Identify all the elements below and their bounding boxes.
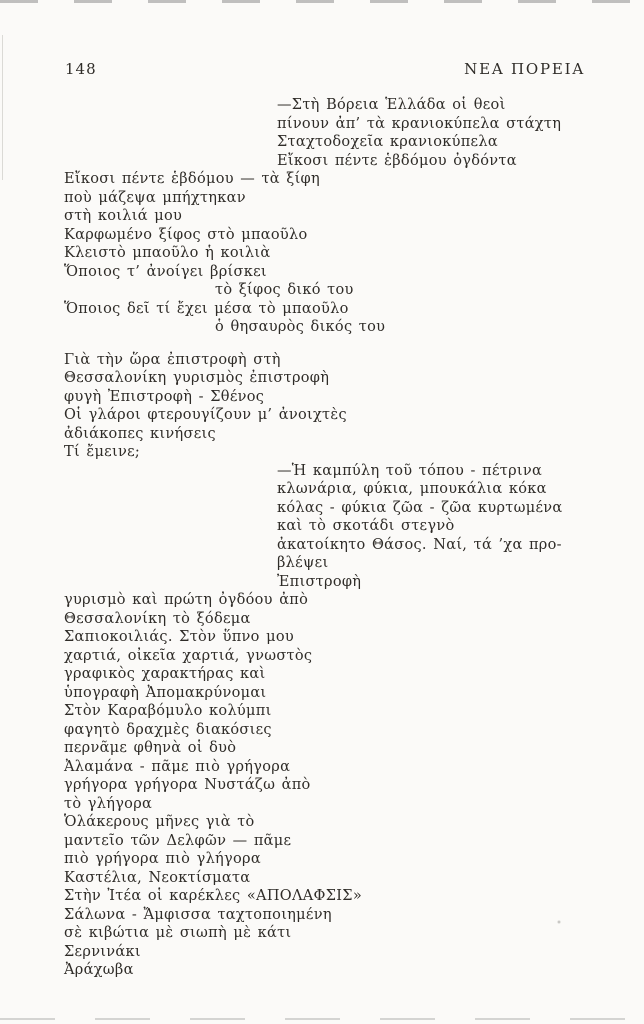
scan-edge-artifact-left — [2, 35, 3, 180]
poem-line: Σάλωνα - Ἄμφισσα ταχτοποιημένη — [64, 906, 332, 923]
poem-line: γραφικὸς χαρακτήρας καὶ — [64, 666, 266, 682]
poem-line: στὴ κοιλιά μου — [64, 208, 183, 224]
poem-line: φυγὴ Ἐπιστροφὴ - Σθένος — [64, 388, 265, 405]
poem-line: Θεσσαλονίκη γυρισμὸς ἐπιστροφὴ — [64, 370, 330, 386]
poem-line: πίνουν ἀπ’ τὰ κρανιοκύπελα στάχτη — [277, 115, 562, 132]
scan-edge-artifact-top — [0, 0, 644, 3]
poem-line: γρήγορα γρήγορα Νυστάζω ἀπὸ — [64, 777, 311, 793]
poem-line: κόλας - φύκια ζῶα - ζῶα κυρτωμένα — [277, 499, 563, 516]
poem-line: ὑπογραφὴ Ἀπομακρύνομαι — [64, 684, 267, 701]
poem-line: Θεσσαλονίκη τὸ ξόδεμα — [64, 610, 251, 627]
poem-line: γυρισμὸ καὶ πρώτη ὀγδόου ἀπὸ — [64, 592, 309, 608]
poem-line: Ὁλάκερους μῆνες γιὰ τὸ — [64, 814, 255, 830]
poem-line: Στὴν Ἰτέα οἱ καρέκλες «ΑΠΟΛΑΦΣΙΣ» — [64, 888, 362, 904]
poem-line: Ἀράχωβα — [64, 962, 134, 978]
poem-line: καὶ τὸ σκοτάδι στεγνὸ — [277, 518, 455, 534]
poem-line: —Ἡ καμπύλη τοῦ τόπου - πέτρινα — [277, 462, 543, 479]
poem-line: —Στὴ Βόρεια Ἑλλάδα οἱ θεοὶ — [277, 97, 506, 113]
poem-line: Ὅποιος δεῖ τί ἔχει μέσα τὸ μπαοῦλο — [64, 300, 349, 317]
poem-line: Γιὰ τὴν ὥρα ἐπιστροφὴ στὴ — [64, 351, 281, 368]
poem-line: Ἀλαμάνα - πᾶμε πιὸ γρήγορα — [64, 758, 291, 775]
poem-line: Ὅποιος τ’ ἀνοίγει βρίσκει — [64, 263, 267, 280]
poem-line: Κλειστὸ μπαοῦλο ἡ κοιλιὰ — [64, 245, 271, 261]
page-header — [65, 60, 585, 78]
poem-body — [64, 96, 609, 980]
poem-line: Καρφωμένο ξίφος στὸ μπαοῦλο — [64, 226, 308, 243]
poem-line: πιὸ γρήγορα πιὸ γλήγορα — [64, 851, 261, 867]
journal-title: ΝΕΑ ΠΟΡΕΙΑ — [464, 60, 585, 78]
poem-line: βλέψει — [277, 555, 329, 571]
scan-edge-artifact-bottom — [0, 1018, 644, 1020]
poem-line: κλωνάρια, φύκια, μπουκάλια κόκα — [277, 481, 547, 497]
poem-line: Εἴκοσι πέντε ἑβδόμου ὀγδόντα — [277, 152, 517, 169]
poem-line: τὸ γλήγορα — [64, 795, 153, 812]
poem-line: Καστέλια, Νεοκτίσματα — [64, 869, 251, 886]
poem-line: ἀκατοίκητο Θάσος. Ναί, τά ’χα προ- — [277, 536, 562, 553]
poem-line: Ἐπιστροφὴ — [277, 573, 362, 590]
poem-line: Σαπιοκοιλιάς. Στὸν ὕπνο μου — [64, 629, 294, 645]
poem-line: Σταχτοδοχεῖα κρανιοκύπελα — [277, 134, 498, 150]
poem-line: περνᾶμε φθηνὰ οἱ δυὸ — [64, 740, 237, 756]
poem-line: Τί ἔμεινε; — [64, 444, 141, 460]
poem-line: Εἴκοσι πέντε ἑβδόμου — τὰ ξίφη — [64, 171, 320, 187]
poem-line: μαντεῖο τῶν Δελφῶν — πᾶμε — [64, 832, 292, 849]
poem-line: ποὺ μάζεψα μπήχτηκαν — [64, 189, 246, 206]
poem-line: σὲ κιβώτια μὲ σιωπὴ μὲ κάτι — [64, 925, 292, 941]
poem-line: φαγητὸ δραχμὲς διακόσιες — [64, 721, 272, 738]
poem-line: Οἱ γλάροι φτερουγίζουν μ’ ἀνοιχτὲς — [64, 407, 347, 423]
poem-line: Σερνινάκι — [64, 943, 141, 960]
poem-line: ἀδιάκοπες κινήσεις — [64, 425, 216, 442]
poem-line: τὸ ξίφος δικό του — [215, 282, 354, 298]
page-number: 148 — [65, 60, 97, 78]
poem-line: ὁ θησαυρὸς δικός του — [215, 319, 386, 335]
poem-line: χαρτιά, οἰκεῖα χαρτιά, γνωστὸς — [64, 647, 313, 664]
poem-line: Στὸν Καραβόμυλο κολύμπι — [64, 703, 272, 719]
